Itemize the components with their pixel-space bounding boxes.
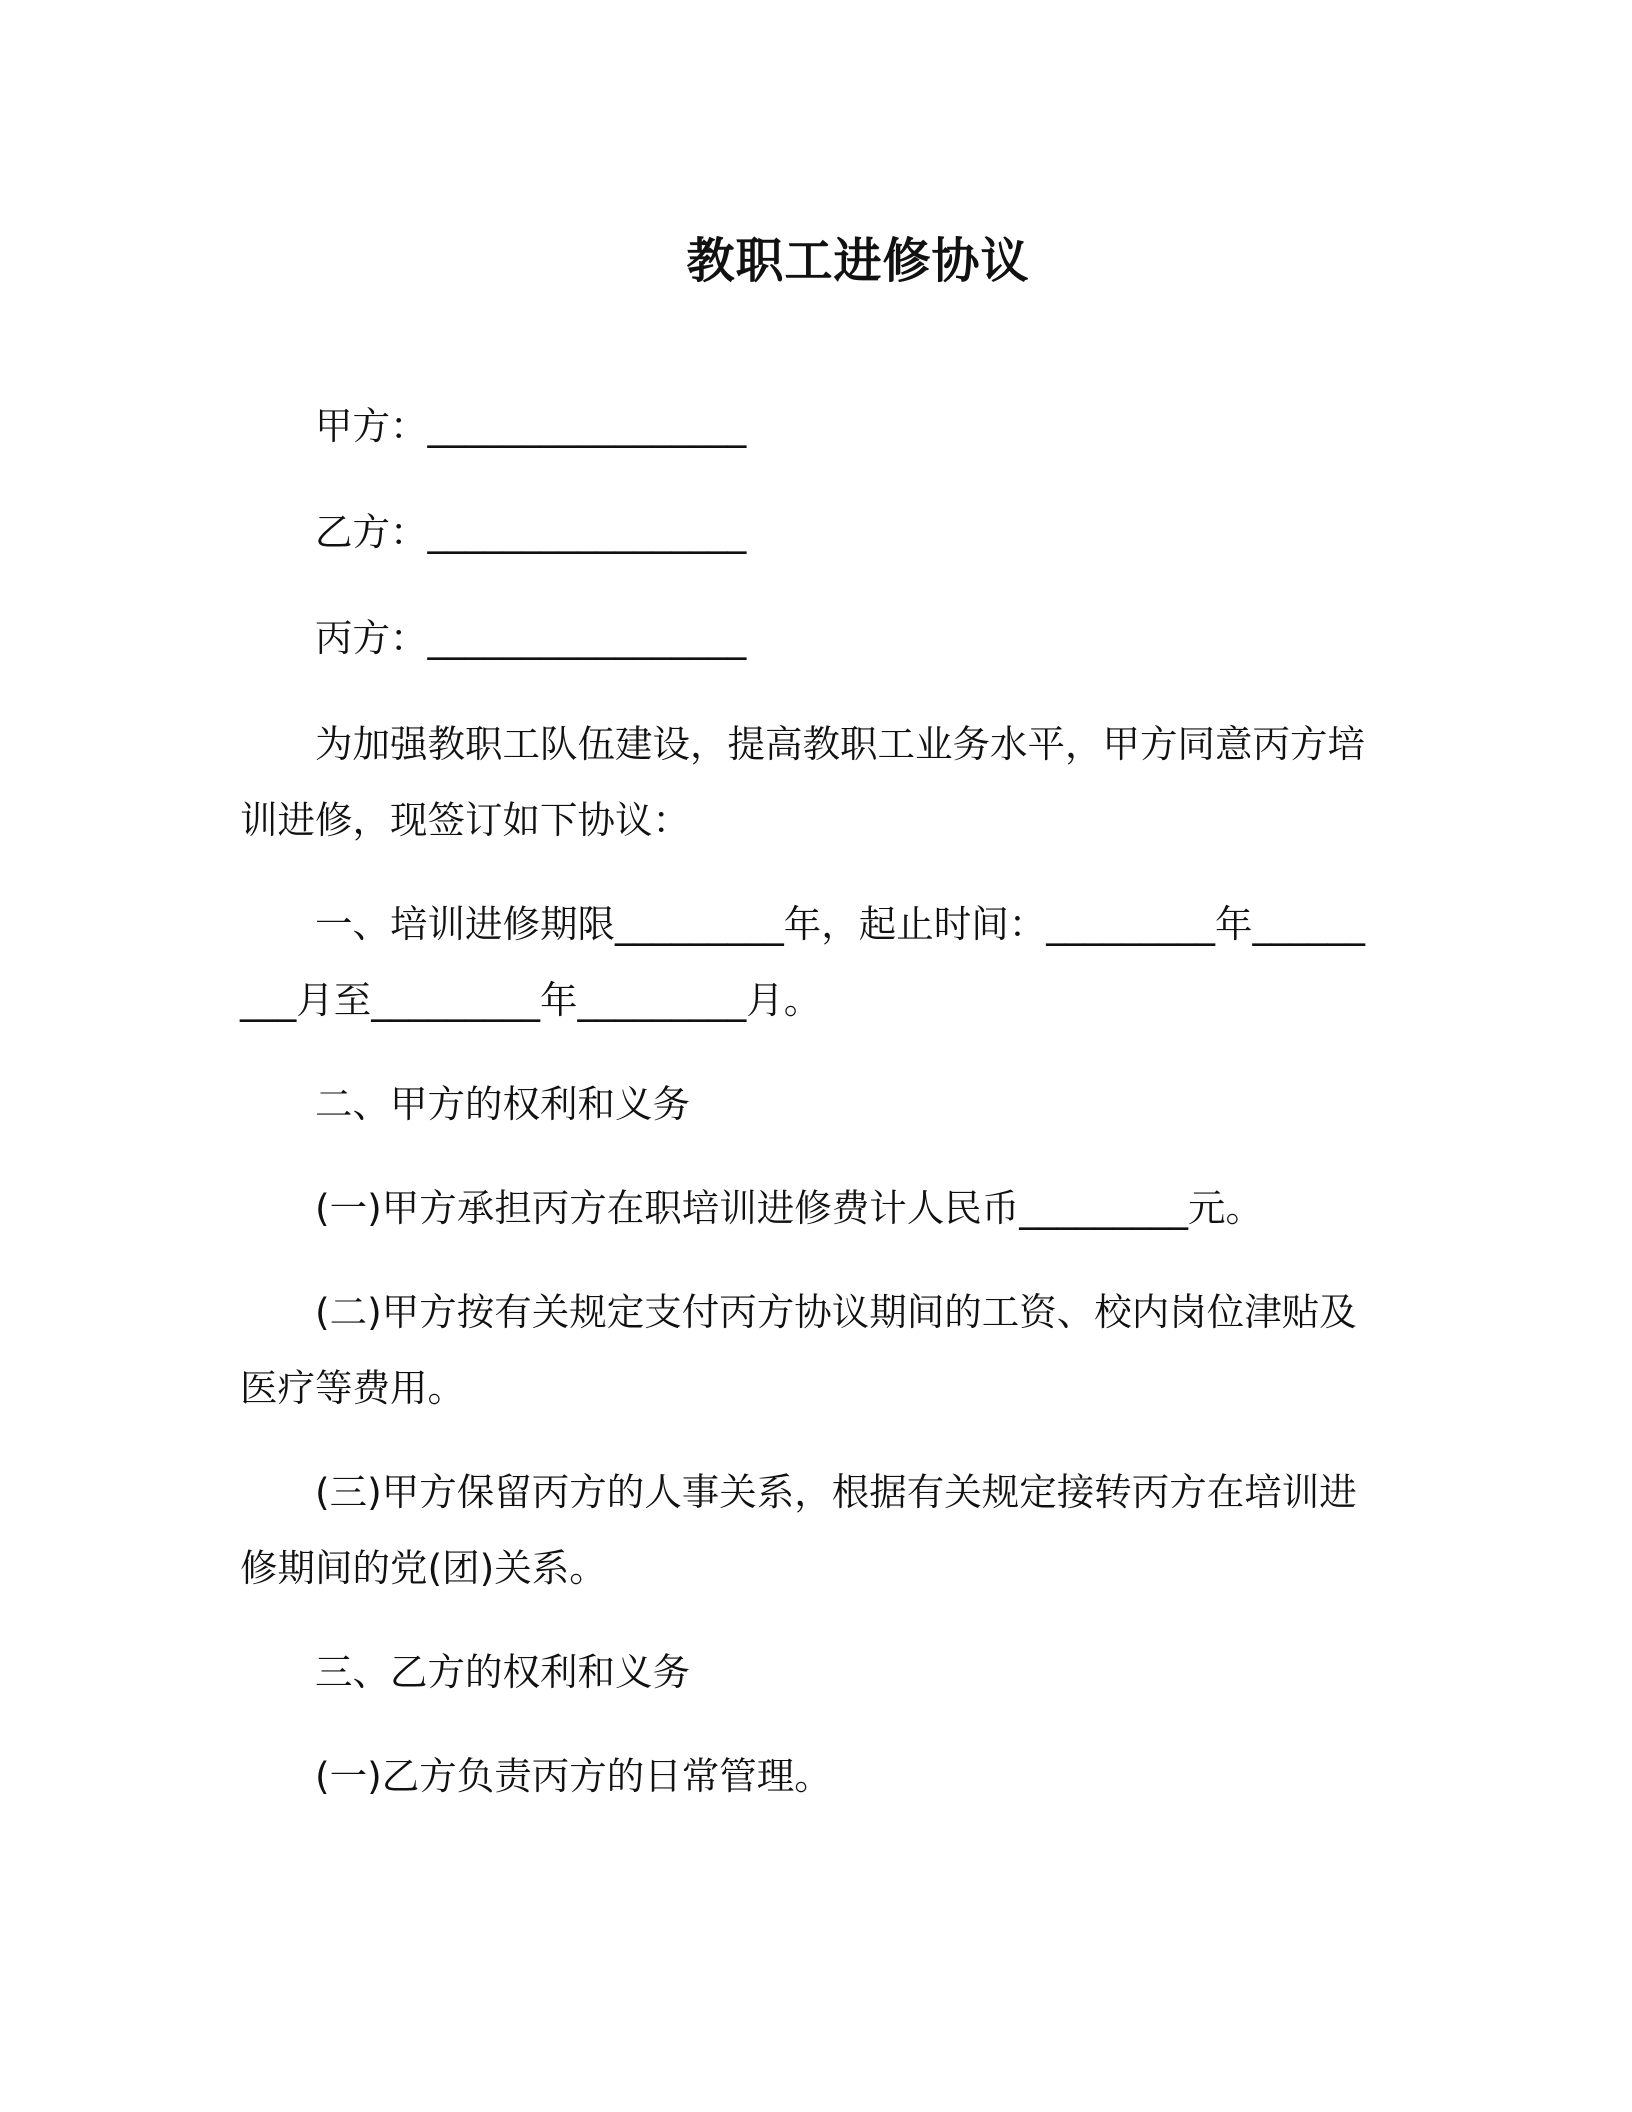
preamble-paragraph: 为加强教职工队伍建设，提高教职工业务水平，甲方同意丙方培训进修，现签订如下协议： [240, 722, 1365, 842]
section-2-heading: 二、甲方的权利和义务 [315, 1082, 690, 1126]
document-body [240, 388, 1380, 1842]
section-3-heading: 三、乙方的权利和义务 [315, 1650, 690, 1694]
clause-3-1: (一)乙方负责丙方的日常管理。 [315, 1754, 832, 1798]
clause-1-term: 一、培训进修期限_________年，起止时间：_________年_________月至_________年_________月。 [240, 902, 1365, 1022]
party-b-line: 乙方：_________________ [315, 510, 747, 554]
clause-2-1: (一)甲方承担丙方在职培训进修费计人民币_________元。 [315, 1186, 1264, 1230]
party-a-line: 甲方：_________________ [315, 404, 747, 448]
clause-2-2: (二)甲方按有关规定支付丙方协议期间的工资、校内岗位津贴及医疗等费用。 [240, 1290, 1357, 1410]
document-title: 教职工进修协议 [686, 233, 1030, 289]
clause-2-3: (三)甲方保留丙方的人事关系，根据有关规定接转丙方在培训进修期间的党(团)关系。 [240, 1470, 1357, 1590]
party-c-line: 丙方：_________________ [315, 616, 747, 660]
